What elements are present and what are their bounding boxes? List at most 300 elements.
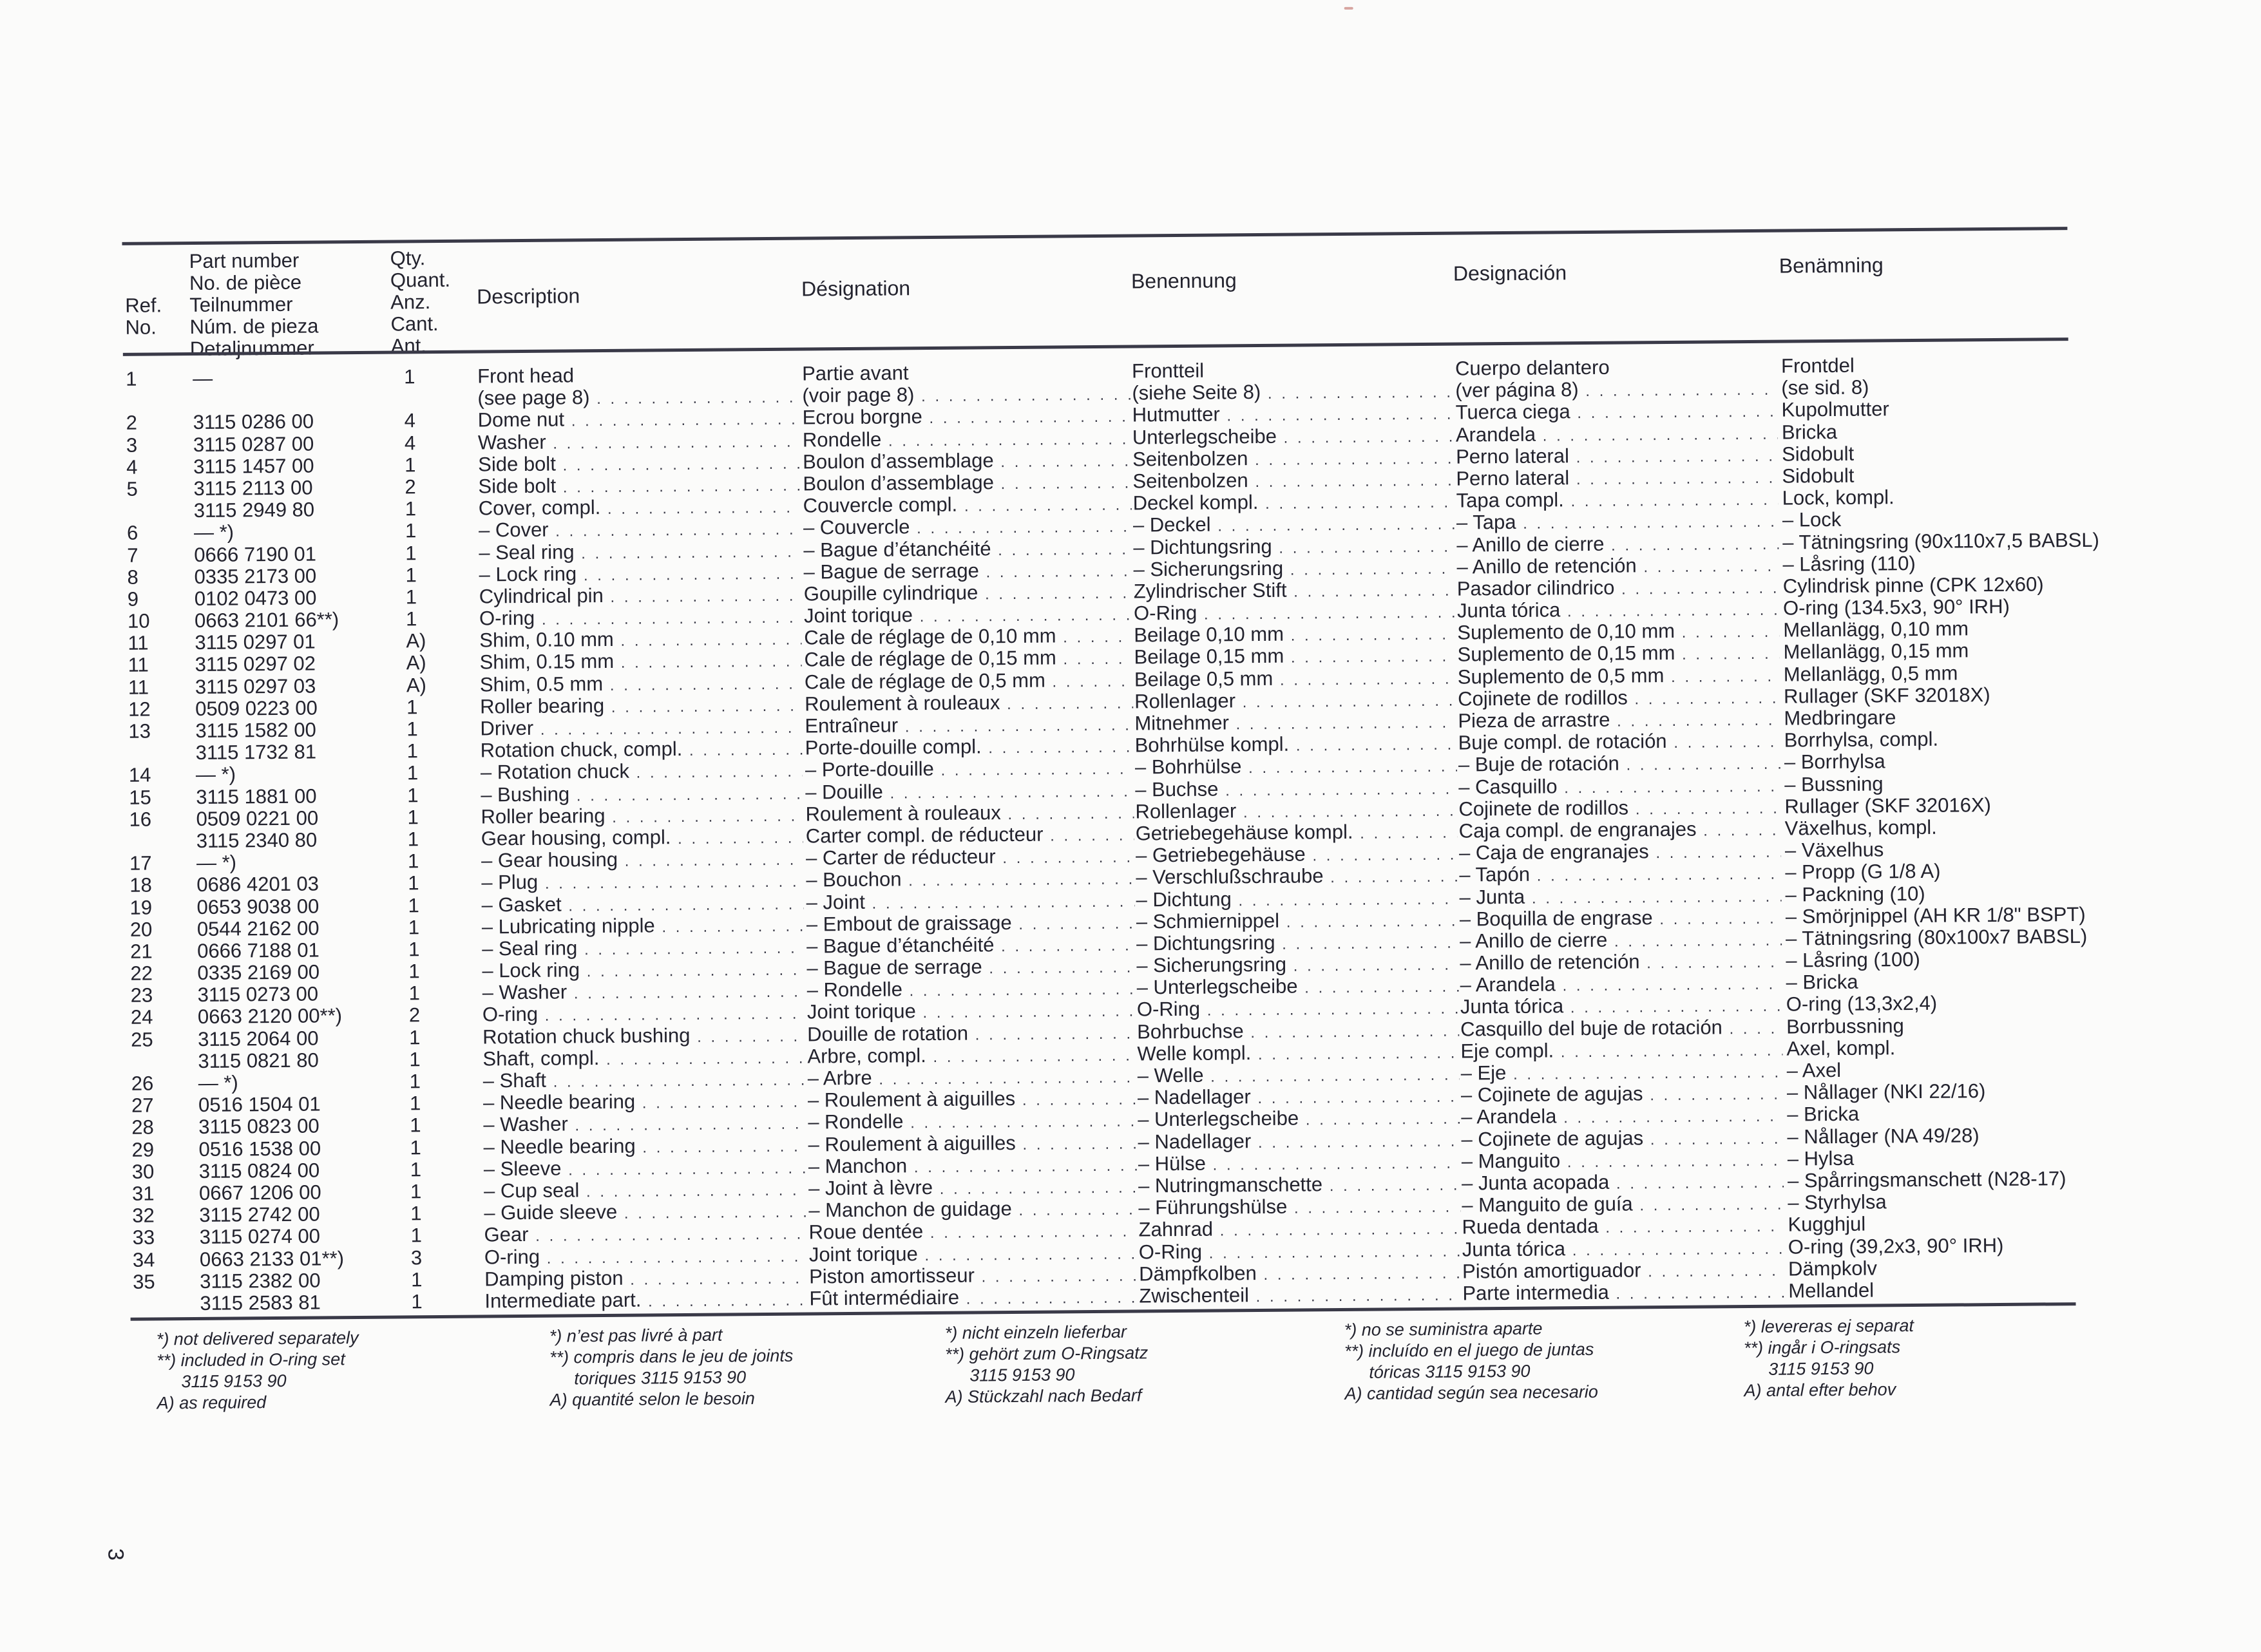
description-fr: Douille de rotation . . . <box>807 1021 1136 1047</box>
description-de: – Unterlegscheibe . . . <box>1138 1106 1460 1133</box>
ref-no: 30 <box>132 1161 184 1183</box>
description-sv: – Hylsa <box>1788 1144 2251 1172</box>
description-sv: – Packning (10) <box>1785 880 2249 907</box>
description-es: – Tapón . . . <box>1459 862 1781 888</box>
part-number: 0667 1206 00 <box>199 1181 367 1204</box>
ref-no <box>129 742 180 743</box>
description-de: – Sicherungsring . . . <box>1136 953 1458 979</box>
quantity: 1 <box>408 872 446 894</box>
description-sv: Mellanlägg, 0,10 mm <box>1783 616 2247 643</box>
ref-no: 17 <box>129 852 181 875</box>
quantity: 1 <box>406 608 444 630</box>
part-number: 3115 2949 80 <box>194 498 361 522</box>
description-sv: Växelhus, kompl. <box>1785 814 2249 842</box>
description-sv: Bricka <box>1782 418 2246 446</box>
ref-no: 18 <box>129 874 181 897</box>
description-fr: Cale de réglage de 0,10 mm . . . <box>804 625 1132 651</box>
description-en: O-ring . . . <box>479 605 801 632</box>
description-es: Caja compl. de engranajes . . . <box>1459 818 1781 844</box>
description-de: Seitenbolzen . . . <box>1132 468 1455 495</box>
description-es: Junta tórica . . . <box>1457 598 1779 624</box>
description-es: – Buje de rotación . . . <box>1458 752 1780 778</box>
description-de: – Führungshülse . . . <box>1138 1195 1460 1221</box>
quantity: 1 <box>405 498 444 520</box>
quantity: 1 <box>410 1202 449 1224</box>
quantity: 1 <box>409 1027 448 1049</box>
ref-no: 15 <box>129 786 180 809</box>
description-sv: Kupolmutter <box>1781 395 2245 423</box>
description-sv: Sidobult <box>1782 462 2246 489</box>
description-sv: – Växelhus <box>1785 836 2249 864</box>
description-fr: Joint torique . . . <box>807 999 1136 1025</box>
parts-table-body <box>123 352 2127 1315</box>
ref-no: 35 <box>133 1271 184 1293</box>
description-fr: – Roulement à aiguilles . . . <box>808 1131 1136 1157</box>
quantity: 1 <box>407 806 446 828</box>
description-en: Cover, compl. . . . <box>479 495 801 522</box>
description-en: Cylindrical pin . . . <box>479 583 801 609</box>
description-de: Hutmutter . . . <box>1132 402 1455 428</box>
description-en: Damping piston . . . <box>484 1266 806 1292</box>
part-number: 0544 2162 00 <box>197 917 365 940</box>
part-number: 3115 2583 81 <box>200 1291 367 1315</box>
description-es: Suplemento de 0,5 mm . . . <box>1458 663 1780 690</box>
description-de: Rollenlager . . . <box>1135 798 1457 824</box>
description-sv: Axel, kompl. <box>1786 1034 2250 1062</box>
description-es: Suplemento de 0,15 mm . . . <box>1457 641 1779 668</box>
description-es: – Tapa . . . <box>1456 509 1779 536</box>
description-en: – Cover . . . <box>479 517 801 544</box>
description-es: Rueda dentada . . . <box>1462 1214 1784 1240</box>
description-de: – Nadellager . . . <box>1138 1085 1460 1111</box>
part-number: 3115 2382 00 <box>200 1269 367 1293</box>
description-es: Arandela . . . <box>1456 421 1778 448</box>
part-number: 3115 1732 81 <box>196 741 363 764</box>
ref-no: 32 <box>132 1204 184 1227</box>
description-en: Gear . . . <box>484 1222 806 1248</box>
description-es: – Anillo de cierre . . . <box>1456 531 1779 558</box>
description-de: – Dichtungsring . . . <box>1136 930 1458 956</box>
description-es: Pieza de arrastre . . . <box>1458 708 1780 734</box>
part-number: — *) <box>198 1071 366 1094</box>
description-fr: – Joint . . . <box>806 889 1134 915</box>
quantity: 1 <box>408 850 446 872</box>
description-fr: Cale de réglage de 0,15 mm . . . <box>804 647 1132 673</box>
description-es: Casquillo del buje de rotación . . . <box>1460 1016 1782 1042</box>
description-es: – Junta acopada . . . <box>1462 1170 1784 1197</box>
description-de: Rollenlager . . . <box>1134 688 1456 714</box>
page-number: 3 <box>102 1548 128 1561</box>
description-de: – Schmiernippel . . . <box>1136 908 1458 935</box>
quantity: 1 <box>410 1136 448 1158</box>
quantity: 2 <box>409 1004 448 1026</box>
ref-no: 8 <box>127 566 178 589</box>
header-part-number: Part number No. de pièce Teilnummer Núm. de pieza Detaljnummer <box>189 249 319 360</box>
description-en: – Needle bearing . . . <box>483 1134 805 1160</box>
part-number: 3115 1881 00 <box>196 784 363 808</box>
header-description-sv: Benämning <box>1779 254 1884 276</box>
description-en: – Washer . . . <box>482 980 805 1006</box>
quantity: 1 <box>410 1159 449 1181</box>
ref-no: 7 <box>127 544 178 567</box>
description-fr: Couvercle compl. . . . <box>803 493 1132 519</box>
ref-no: 4 <box>126 456 178 479</box>
description-fr: Partie avant <box>802 361 1130 385</box>
description-en: Rotation chuck bushing . . . <box>482 1023 805 1050</box>
description-de: Zahnrad . . . <box>1138 1217 1460 1243</box>
description-fr: Arbre, compl. . . . <box>807 1043 1136 1069</box>
ref-no: 6 <box>127 522 178 544</box>
part-number: 0102 0473 00 <box>195 587 362 610</box>
description-fr: – Porte-douille . . . <box>805 757 1134 783</box>
description-fr: Boulon d’assemblage . . . <box>803 448 1131 475</box>
description-sv: – Låsring (100) <box>1786 946 2249 974</box>
description-fr: Piston amortisseur . . . <box>809 1263 1138 1289</box>
description-de: Bohrbuchse . . . <box>1137 1018 1459 1045</box>
part-number: 0516 1504 01 <box>198 1093 366 1116</box>
quantity: A) <box>406 630 444 652</box>
description-en: Washer . . . <box>478 429 800 455</box>
ref-no: 24 <box>131 1007 182 1029</box>
header-description-en: Description <box>477 285 580 307</box>
description-es: Cojinete de rodillos . . . <box>1458 795 1780 822</box>
description-sv: Lock, kompl. <box>1782 484 2246 511</box>
description-en: – Gear housing . . . <box>481 848 803 874</box>
description-sv: – Smörjnippel (AH KR 1/8" BSPT) <box>1786 902 2249 930</box>
description-de: Getriebegehäuse kompl. . . . <box>1136 821 1458 847</box>
description-es: – Cojinete de agujas . . . <box>1461 1082 1783 1108</box>
description-sv: – Låsring (110) <box>1782 550 2246 578</box>
description-sv: Sidobult <box>1782 440 2246 468</box>
description-fr: Goupille cylindrique . . . <box>804 580 1132 607</box>
description-de: – Nutringmanschette . . . <box>1138 1173 1460 1199</box>
quantity: 1 <box>406 696 445 718</box>
description-sv: (se sid. 8) <box>1781 374 2245 401</box>
description-sv: Mellanlägg, 0,5 mm <box>1784 660 2247 688</box>
footnotes-en: *) not delivered separately **) included in O-ring set 3115 9153 90 A) as required <box>157 1327 359 1414</box>
header-quantity: Qty. Quant. Anz. Cant. Ant. <box>390 247 451 357</box>
part-number: 3115 0823 00 <box>198 1115 366 1138</box>
description-fr: Rondelle . . . <box>803 426 1131 453</box>
part-number: 3115 0297 01 <box>195 631 362 654</box>
header-description-es: Designación <box>1453 261 1567 284</box>
description-en: Gear housing, compl. . . . <box>481 826 803 852</box>
description-sv: – Bricka <box>1786 968 2249 996</box>
ref-no: 27 <box>131 1094 183 1117</box>
part-number: 3115 1457 00 <box>193 455 361 478</box>
part-number: 3115 0824 00 <box>199 1159 367 1182</box>
description-es: – Arandela . . . <box>1461 1104 1783 1130</box>
description-fr: – Joint à lèvre . . . <box>808 1175 1137 1201</box>
description-en: (see page 8) . . . <box>477 385 799 412</box>
description-es: – Boquilla de engrase . . . <box>1460 906 1782 932</box>
quantity: 1 <box>409 1049 448 1070</box>
description-es: Eje compl. . . . <box>1460 1038 1782 1064</box>
part-number: 3115 0286 00 <box>193 410 361 433</box>
ref-no: 28 <box>131 1117 183 1139</box>
description-de: – Hülse . . . <box>1138 1150 1460 1177</box>
description-sv: O-ring (39,2x3, 90° IRH) <box>1788 1232 2252 1260</box>
description-es: Junta tórica . . . <box>1462 1236 1784 1262</box>
quantity: 1 <box>405 564 444 586</box>
quantity: 4 <box>405 410 443 432</box>
description-sv: – Tätningsring (90x110x7,5 BABSL) <box>1782 527 2246 555</box>
description-en: Driver . . . <box>480 716 802 742</box>
part-number: 0516 1538 00 <box>198 1137 366 1160</box>
description-es: – Eje . . . <box>1461 1060 1783 1087</box>
description-sv: – Styrhylsa <box>1788 1188 2251 1216</box>
description-en: – Lubricating nipple . . . <box>482 913 804 940</box>
description-sv: O-ring (13,3x2,4) <box>1786 990 2250 1018</box>
description-de: – Unterlegscheibe . . . <box>1136 974 1458 1001</box>
quantity: 1 <box>410 1070 448 1092</box>
description-sv: Borrbussning <box>1786 1012 2250 1040</box>
ref-no <box>131 1050 182 1051</box>
description-es: Junta tórica . . . <box>1460 994 1782 1020</box>
quantity: 1 <box>410 1114 448 1136</box>
description-sv: Borrhylsa, compl. <box>1784 726 2248 754</box>
description-fr: Porte-douille compl. . . . <box>805 735 1134 761</box>
ref-no: 22 <box>130 962 182 985</box>
description-en: Intermediate part. . . . <box>484 1287 806 1314</box>
quantity: 1 <box>408 916 447 938</box>
footnotes-es: *) no se suministra aparte **) incluído en el juego de juntas tóricas 3115 9153 90 A) cantidad según sea necesario <box>1344 1318 1598 1405</box>
ref-no: 3 <box>126 434 178 457</box>
quantity: 4 <box>405 432 443 453</box>
description-es: Parte intermedia . . . <box>1462 1280 1784 1306</box>
description-es: – Anillo de retención . . . <box>1460 950 1782 976</box>
description-es: – Anillo de cierre . . . <box>1460 928 1782 954</box>
description-fr: Joint torique . . . <box>809 1241 1138 1267</box>
description-fr: – Douille . . . <box>805 779 1134 805</box>
description-en: – Cup seal . . . <box>484 1177 806 1204</box>
part-number: 3115 2113 00 <box>193 477 361 500</box>
description-fr: Boulon d’assemblage . . . <box>803 470 1131 497</box>
description-en: – Shaft . . . <box>483 1068 805 1094</box>
description-de: Zylindrischer Stift . . . <box>1134 578 1456 604</box>
part-number: 3115 2064 00 <box>198 1027 365 1050</box>
description-en: – Plug . . . <box>481 869 803 896</box>
header-description-de: Benennung <box>1131 269 1237 292</box>
description-de: – Bohrhülse . . . <box>1135 754 1457 781</box>
description-fr: – Bague d’étanchéité . . . <box>806 933 1135 959</box>
description-fr: Joint torique . . . <box>804 603 1132 629</box>
part-number: — *) <box>194 520 361 544</box>
part-number: 3115 2742 00 <box>199 1203 367 1226</box>
description-es: – Casquillo . . . <box>1458 774 1780 800</box>
description-fr: – Bague d’étanchéité . . . <box>803 536 1132 563</box>
description-es: Cojinete de rodillos . . . <box>1458 685 1780 712</box>
description-en: – Seal ring . . . <box>479 539 801 565</box>
header-description-fr: Désignation <box>801 277 910 299</box>
description-sv: – Propp (G 1/8 A) <box>1785 858 2249 886</box>
description-fr: – Couvercle . . . <box>803 515 1132 541</box>
description-es: – Arandela . . . <box>1460 972 1782 998</box>
quantity: 1 <box>411 1291 450 1313</box>
part-number: 3115 0274 00 <box>199 1225 367 1248</box>
description-de: Bohrhülse kompl. . . . <box>1135 732 1457 759</box>
description-en: – Guide sleeve . . . <box>484 1200 806 1226</box>
description-fr: Roulement à rouleaux . . . <box>805 690 1133 717</box>
quantity: 1 <box>410 1092 448 1114</box>
part-number: — *) <box>196 851 364 874</box>
description-sv: Cylindrisk pinne (CPK 12x60) <box>1783 572 2247 600</box>
ref-no <box>129 830 181 831</box>
ref-no: 23 <box>131 984 182 1007</box>
part-number: 3115 0821 80 <box>198 1049 365 1072</box>
description-de: – Dichtungsring . . . <box>1133 534 1455 560</box>
description-de: Beilage 0,10 mm . . . <box>1134 622 1456 649</box>
footnotes-de: *) nicht einzeln lieferbar **) gehört zum O-Ringsatz 3115 9153 90 A) Stückzahl nach Bedarf <box>945 1321 1149 1407</box>
part-number: 0666 7190 01 <box>194 542 361 565</box>
part-number: 0663 2133 01**) <box>200 1247 367 1270</box>
quantity: 1 <box>405 520 444 542</box>
quantity: 1 <box>406 586 444 608</box>
description-sv: Mellanlägg, 0,15 mm <box>1783 638 2247 665</box>
part-number: 3115 0273 00 <box>198 983 365 1006</box>
description-es: (ver página 8) . . . <box>1455 377 1777 404</box>
description-es: Buje compl. de rotación . . . <box>1458 730 1780 756</box>
description-sv: – Spårringsmanschett (N28-17) <box>1788 1166 2251 1194</box>
description-sv: – Axel <box>1787 1056 2251 1084</box>
description-en: – Lock ring . . . <box>479 561 801 587</box>
quantity: 1 <box>407 762 446 784</box>
description-sv: Kugghjul <box>1788 1210 2251 1238</box>
description-sv: Mellandel <box>1788 1277 2252 1304</box>
description-en: – Seal ring . . . <box>482 935 804 962</box>
description-es: Pistón amortiguador . . . <box>1462 1258 1784 1284</box>
ref-no: 16 <box>129 808 180 831</box>
part-number: — <box>193 366 360 390</box>
description-en: – Gasket . . . <box>481 891 803 918</box>
quantity: 1 <box>404 366 443 388</box>
quantity: 1 <box>405 454 443 476</box>
ref-no: 13 <box>128 720 180 743</box>
quantity: 1 <box>408 828 446 850</box>
description-es: Tuerca ciega . . . <box>1455 399 1777 426</box>
description-es: Cuerpo delantero <box>1455 356 1777 380</box>
description-de: – Dichtung . . . <box>1136 886 1458 913</box>
description-fr: Cale de réglage de 0,5 mm . . . <box>805 669 1133 695</box>
description-fr: – Rondelle . . . <box>808 1109 1136 1135</box>
description-de: – Nadellager . . . <box>1138 1128 1460 1155</box>
part-number: 3115 2340 80 <box>196 829 364 852</box>
quantity: 1 <box>411 1269 450 1291</box>
description-fr: – Manchon de guidage . . . <box>808 1197 1137 1224</box>
description-en: O-ring . . . <box>484 1244 806 1270</box>
description-de: – Buchse . . . <box>1135 776 1457 802</box>
description-en: Side bolt . . . <box>478 473 800 500</box>
description-en: – Needle bearing . . . <box>483 1090 805 1116</box>
description-en: Shaft, compl. . . . <box>482 1045 805 1072</box>
part-number: 0663 2120 00**) <box>198 1005 365 1028</box>
description-de: O-Ring . . . <box>1139 1239 1461 1265</box>
description-fr: Carter compl. de réducteur . . . <box>806 822 1134 849</box>
description-es: – Cojinete de agujas . . . <box>1461 1126 1783 1152</box>
description-en: O-ring . . . <box>482 1002 805 1028</box>
part-number: 3115 0297 03 <box>195 675 363 698</box>
description-de: Zwischenteil . . . <box>1139 1282 1461 1309</box>
quantity: 1 <box>410 1224 449 1246</box>
ref-no: 12 <box>128 698 180 721</box>
description-en: Roller bearing . . . <box>481 803 803 830</box>
description-sv: – Nållager (NA 49/28) <box>1787 1122 2251 1150</box>
description-en: Shim, 0.10 mm . . . <box>479 627 801 654</box>
quantity: 1 <box>408 960 447 982</box>
description-fr: Ecrou borgne . . . <box>803 404 1131 431</box>
description-en: Shim, 0.5 mm . . . <box>480 671 802 698</box>
description-de: Deckel kompl. . . . <box>1133 490 1455 517</box>
description-fr: – Bouchon . . . <box>806 867 1134 893</box>
description-de: Unterlegscheibe . . . <box>1132 424 1455 450</box>
ref-no: 21 <box>130 940 182 963</box>
description-en: – Sleeve . . . <box>484 1155 806 1182</box>
description-en: Shim, 0.15 mm . . . <box>479 649 801 676</box>
description-es: – Manguito de guía . . . <box>1462 1192 1784 1219</box>
description-fr: Fût intermédiaire . . . <box>809 1285 1138 1311</box>
description-es: Suplemento de 0,10 mm . . . <box>1457 620 1779 646</box>
ref-no: 19 <box>129 897 181 919</box>
description-fr: – Roulement à aiguilles . . . <box>808 1087 1136 1114</box>
ref-no: 11 <box>128 632 179 654</box>
description-en: Front head <box>477 363 799 388</box>
description-fr: (voir page 8) . . . <box>802 383 1130 409</box>
description-de: Frontteil <box>1132 358 1454 383</box>
description-es: Pasador cilindrico . . . <box>1457 576 1779 602</box>
quantity: 1 <box>408 894 446 916</box>
header-ref-no: Ref. No. <box>125 294 162 338</box>
part-number: 3115 0287 00 <box>193 433 361 456</box>
description-en: – Washer . . . <box>483 1112 805 1138</box>
description-es: – Anillo de retención . . . <box>1456 553 1779 580</box>
description-es: Perno lateral . . . <box>1456 443 1778 470</box>
description-de: Mitnehmer . . . <box>1134 710 1456 737</box>
description-de: Beilage 0,5 mm . . . <box>1134 666 1456 692</box>
scan-speck <box>1344 7 1353 10</box>
description-es: – Caja de engranajes . . . <box>1459 840 1781 866</box>
quantity: A) <box>406 674 445 696</box>
quantity: 1 <box>408 938 447 960</box>
description-en: – Bushing . . . <box>481 781 803 808</box>
ref-no: 26 <box>131 1072 183 1095</box>
quantity: 1 <box>407 784 446 806</box>
description-sv: – Tätningsring (80x100x7 BABSL) <box>1786 924 2249 952</box>
description-fr: – Bague de serrage . . . <box>803 558 1132 585</box>
description-de: Dämpfkolben . . . <box>1139 1260 1461 1287</box>
part-number: 0663 2101 66**) <box>195 609 362 632</box>
description-de: O-Ring . . . <box>1134 600 1456 627</box>
description-sv: – Bussning <box>1784 770 2248 798</box>
description-sv: Dämpkolv <box>1788 1255 2252 1282</box>
description-sv: – Borrhylsa <box>1784 748 2248 775</box>
description-de: Seitenbolzen . . . <box>1132 446 1455 472</box>
description-de: – Getriebegehäuse . . . <box>1136 842 1458 869</box>
description-sv: – Bricka <box>1787 1100 2251 1128</box>
ref-no: 11 <box>128 654 180 677</box>
ref-no: 33 <box>132 1226 184 1249</box>
description-fr: Roue dentée . . . <box>808 1219 1137 1246</box>
description-fr: – Carter de réducteur . . . <box>806 845 1134 871</box>
ref-no: 2 <box>126 412 178 435</box>
part-number: 3115 0297 02 <box>195 652 363 676</box>
quantity: 1 <box>407 740 446 762</box>
description-es: Perno lateral . . . <box>1456 466 1778 492</box>
ref-no: 14 <box>129 764 180 787</box>
part-number: 0509 0221 00 <box>196 807 363 830</box>
description-en: – Rotation chuck . . . <box>481 759 803 786</box>
description-de: – Verschlußschraube . . . <box>1136 864 1458 891</box>
ref-no: 20 <box>130 918 182 941</box>
